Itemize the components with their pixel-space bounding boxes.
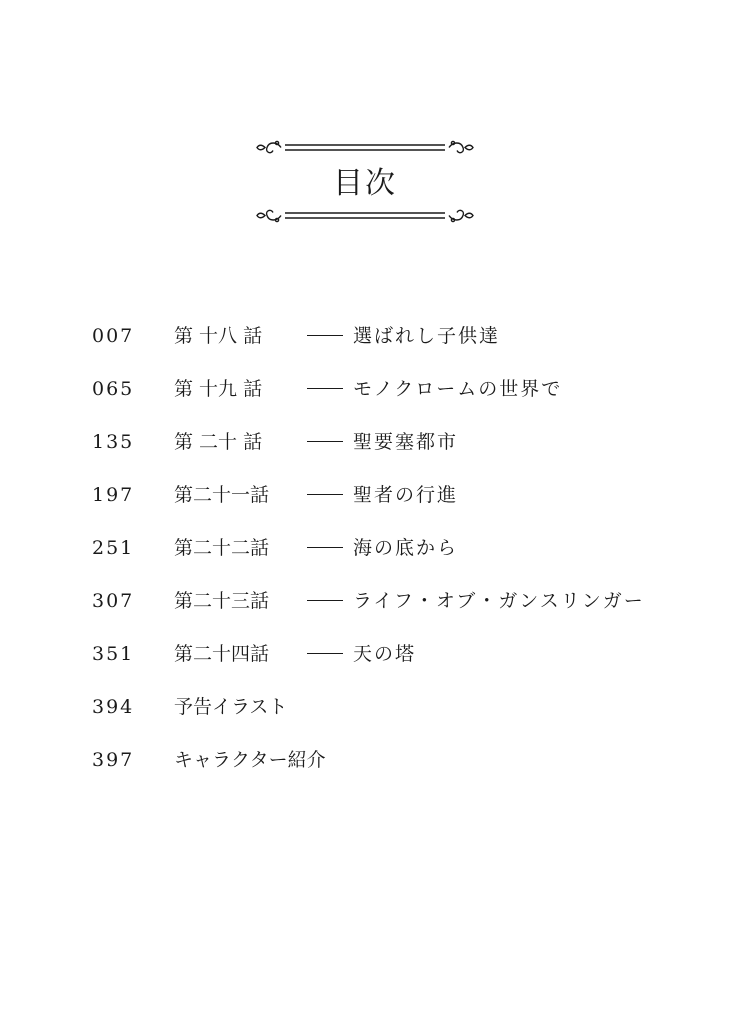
chapter-label: 第 十八 話 xyxy=(174,325,263,347)
toc-entry xyxy=(92,689,692,742)
page-title: 目次 xyxy=(333,166,397,201)
chapter-title: 聖要塞都市 xyxy=(353,431,459,453)
page-number: 197 xyxy=(92,484,135,506)
toc-entry xyxy=(92,424,692,477)
chapter-title: 海の底から xyxy=(353,537,459,559)
em-dash xyxy=(307,335,343,336)
section-label: 予告イラスト xyxy=(174,696,288,718)
ornament-divider-top xyxy=(255,138,475,158)
em-dash xyxy=(307,441,343,442)
em-dash xyxy=(307,547,343,548)
chapter-title: モノクロームの世界で xyxy=(353,378,563,400)
chapter-label: 第二十二話 xyxy=(174,537,270,559)
page-number: 251 xyxy=(92,537,135,559)
toc-entry xyxy=(92,530,692,583)
page-number: 351 xyxy=(92,643,135,665)
toc-list xyxy=(92,318,692,795)
toc-header xyxy=(0,138,730,228)
chapter-title: 選ばれし子供達 xyxy=(353,325,501,347)
em-dash xyxy=(307,494,343,495)
toc-entry xyxy=(92,636,692,689)
ornament-divider-bottom xyxy=(255,206,475,226)
page-number: 394 xyxy=(92,696,135,718)
chapter-label: 第二十四話 xyxy=(174,643,270,665)
section-label: キャラクター紹介 xyxy=(174,749,326,771)
em-dash xyxy=(307,653,343,654)
page-number: 007 xyxy=(92,325,135,347)
page-number: 307 xyxy=(92,590,135,612)
toc-entry xyxy=(92,583,692,636)
page-number: 397 xyxy=(92,749,135,771)
toc-entry xyxy=(92,371,692,424)
page-number: 065 xyxy=(92,378,135,400)
chapter-title: 天の塔 xyxy=(353,643,417,665)
page-number: 135 xyxy=(92,431,135,453)
chapter-title: 聖者の行進 xyxy=(353,484,459,506)
chapter-label: 第二十一話 xyxy=(174,484,270,506)
chapter-label: 第 十九 話 xyxy=(174,378,263,400)
toc-entry xyxy=(92,477,692,530)
toc-entry xyxy=(92,318,692,371)
chapter-label: 第二十三話 xyxy=(174,590,270,612)
toc-entry xyxy=(92,742,692,795)
chapter-label: 第 二十 話 xyxy=(174,431,263,453)
chapter-title: ライフ・オブ・ガンスリンガー xyxy=(353,590,645,612)
em-dash xyxy=(307,600,343,601)
em-dash xyxy=(307,388,343,389)
